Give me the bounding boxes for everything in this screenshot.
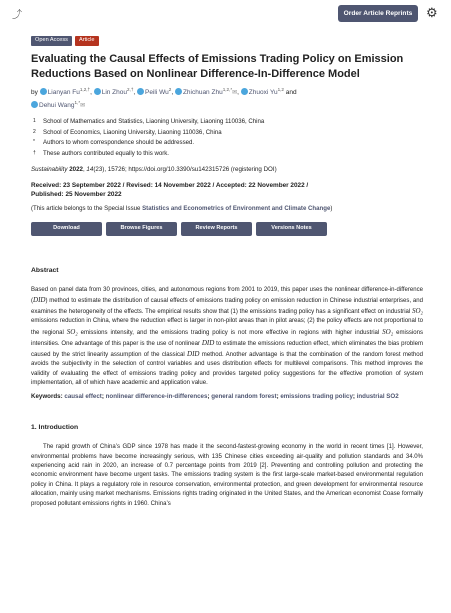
affiliation-mark: 2 <box>33 128 36 135</box>
author-name: Zhuoxi Yu <box>248 89 278 97</box>
author-link[interactable] <box>137 89 171 96</box>
author-affil-marks: 2 <box>168 87 172 93</box>
keywords: Keywords: causal effect; nonlinear difference-in-differences; general random forest; emissions trading policy; industrial SO2 <box>31 393 399 401</box>
abstract-segment: ) method to estimate the distribution of causal effects of emissions trading policy on emission reduction in Chinese industrial enterprises, and examines the heterogeneity of the effects. The empirical results show that (1) the emissions trading policy has a significant effect on industrial <box>31 297 423 316</box>
publication-dates <box>31 181 423 201</box>
special-issue-suffix: ) <box>330 205 333 213</box>
author-link[interactable] <box>40 89 90 96</box>
abstract-segment: method. Another advantage is that the combination of the random forest method avoids the subjectivity in the selection of control variables and uses distribution effects for multilevel comparisons. This method improves the validity of evaluating the effect of emissions trading policy and provides targeted policy suggestions for the effective promotion of system implementation, all of which have academic and application value. <box>31 352 424 386</box>
author-list: by Lianyan $Fu^{1,2,\dagger}$, Lin Zhou$^{2,\dagger}$, Peili Wu$^2$, Zhichuan Zhu$^{1,2,*}$✉, Zhuoxi Yu$^{1,2}$ and Dehui Wang$^{1,*}$✉ <box>31 87 297 109</box>
special-issue-link[interactable]: Statistics and Econometrics of Environment and Climate Change <box>142 205 331 213</box>
citation-year: 2022 <box>69 165 83 173</box>
affiliations <box>31 117 423 160</box>
authors-by: by <box>31 89 38 97</box>
citation: Sustainability 2022, 14(23), 15726; https://doi.org/10.3390/su142315726 (registering DOI) <box>31 165 277 173</box>
order-reprints-button[interactable]: Order Article Reprints <box>338 5 418 22</box>
email-icon[interactable]: ✉ <box>80 102 86 109</box>
abstract-text <box>31 286 423 389</box>
affiliation-text: School of Mathematics and Statistics, Liaoning University, Liaoning 110036, China <box>43 118 265 126</box>
abstract-segment: to estimate the emissions reduction effect, which eliminates the bias problem caused by the strict linearity assumption of the classical <box>31 340 423 359</box>
author-affil-marks: 1,2,* <box>222 87 233 93</box>
profile-icon <box>31 101 38 108</box>
special-issue-note <box>31 205 423 214</box>
top-bar <box>0 0 451 30</box>
author-affil-marks: 1,* <box>74 99 81 105</box>
keyword-link[interactable]: emissions trading policy <box>280 393 353 401</box>
author-name: Dehui Wang <box>39 101 75 109</box>
math-term: SO₂ <box>412 307 423 316</box>
article-title: Evaluating the Causal Effects of Emissions Trading Policy on Emission Reductions Based on Nonlinear Difference-In-Difference Model <box>31 52 404 80</box>
affiliation-text: These authors contributed equally to this work. <box>43 150 170 158</box>
author-affil-marks: 1,2,† <box>79 87 91 93</box>
math-term: DID <box>187 350 200 359</box>
affiliation-mark: * <box>33 139 35 146</box>
affiliation-mark: † <box>33 150 36 157</box>
introduction-heading: 1. Introduction <box>31 424 79 432</box>
authors-and: and <box>285 89 297 97</box>
profile-icon <box>137 88 144 95</box>
article-actions <box>31 222 423 236</box>
keyword-link[interactable]: industrial SO2 <box>356 393 399 401</box>
special-issue-prefix: (This article belongs to the Special Issue <box>31 205 143 213</box>
abstract-segment: emissions intensities. One advantage of this paper is the use of nonlinear <box>31 329 423 347</box>
author-link[interactable] <box>241 89 284 96</box>
citation-volume: 14 <box>86 165 94 173</box>
browse-figures-button[interactable]: Browse Figures <box>106 222 177 236</box>
profile-icon <box>94 88 101 95</box>
affiliation-text: School of Economics, Liaoning University, Liaoning 110036, China <box>43 128 222 136</box>
versions-notes-button[interactable]: Versions Notes <box>256 222 327 236</box>
author-affil-marks: 1,2 <box>277 87 284 93</box>
open-access-badge[interactable]: Open Access <box>31 36 72 46</box>
author-affil-marks: 2,† <box>127 87 134 93</box>
affiliation-item <box>31 128 423 139</box>
author-link[interactable] <box>175 89 232 96</box>
email-icon[interactable]: ✉ <box>232 90 238 97</box>
profile-icon <box>241 88 248 95</box>
abstract-segment: emissions intensity, and the emissions trading policy is not more effective in regions with higher industrial <box>77 329 383 336</box>
math-term: DID <box>33 295 46 304</box>
citation-details[interactable]: (23), 15726; https://doi.org/10.3390/su142315726 (registering DOI) <box>93 165 277 173</box>
dates-line: Received: 23 September 2022 / Revised: 14 November 2022 / Accepted: 22 November 2022 / <box>31 181 309 189</box>
author-name: Zhichuan Zhu <box>182 89 223 97</box>
article-type-badge: Article <box>75 36 99 46</box>
gear-icon[interactable]: ⚙ <box>426 5 438 20</box>
profile-icon <box>175 88 182 95</box>
download-button[interactable]: Download <box>31 222 102 236</box>
math-term: DID <box>201 338 215 347</box>
article-badges <box>31 36 423 46</box>
affiliation-mark: 1 <box>33 118 36 125</box>
review-reports-button[interactable]: Review Reports <box>181 222 252 236</box>
author-name: Lianyan Fu <box>47 89 80 97</box>
affiliation-item <box>31 138 423 149</box>
share-icon[interactable]: ⤴ <box>12 10 22 21</box>
keywords-label: Keywords: <box>31 393 63 401</box>
dates-line: Published: 25 November 2022 <box>31 191 122 199</box>
author-link[interactable] <box>31 99 81 109</box>
abstract-heading: Abstract <box>31 267 59 274</box>
keyword-link[interactable]: nonlinear difference-in-differences <box>105 393 208 401</box>
abstract-segment: Based on panel data from 30 provinces, cities, and autonomous regions from 2001 to 2019, this paper uses the nonlinear difference-in-difference ( <box>31 286 423 304</box>
affiliation-item <box>31 149 423 160</box>
keyword-link[interactable]: general random forest <box>211 393 277 401</box>
math-term: SO₂ <box>382 327 394 336</box>
author-link[interactable] <box>94 89 134 96</box>
math-term: SO₂ <box>66 327 78 336</box>
profile-icon <box>40 88 47 95</box>
author-name: Peili Wu <box>145 89 169 97</box>
journal-name[interactable]: Sustainability <box>31 165 68 173</box>
keyword-link[interactable]: causal effect <box>64 393 102 401</box>
abstract-segment: emissions reduction in China, where the reduction effect is larger in non-pilot areas than in pilot areas; (2) the policy effects are not proportional to the regional <box>31 318 423 336</box>
author-name: Lin Zhou <box>101 89 127 97</box>
affiliation-text: Authors to whom correspondence should be addressed. <box>43 139 195 147</box>
introduction-text: The rapid growth of China’s GDP since 1978 has made it the second-fastest-growing economy in the world in recent times [1]. However, environmental problems have become increasingly serious, with 135 Chinese cities exceeding air-quality and pollution standards and 34.0% experiencing acid rain in 2020, an increase of 0.7 percentage points from 2019 [2]. Preventing and controlling pollution and protecting the economic environment have become urgent tasks. The emissions trading system is the first large-scale market-based environmental regulation policy in China. It plays a regulatory role in resource conservation, environmental protection, and green development for environmental resource allocation, mainly using market mechanisms. Emissions rights trading originated in the United States, and the American economist Coase formally proposed pollutant emissions rights in 1960. China’s <box>31 444 423 507</box>
affiliation-item <box>31 117 423 128</box>
article-content <box>31 36 423 509</box>
